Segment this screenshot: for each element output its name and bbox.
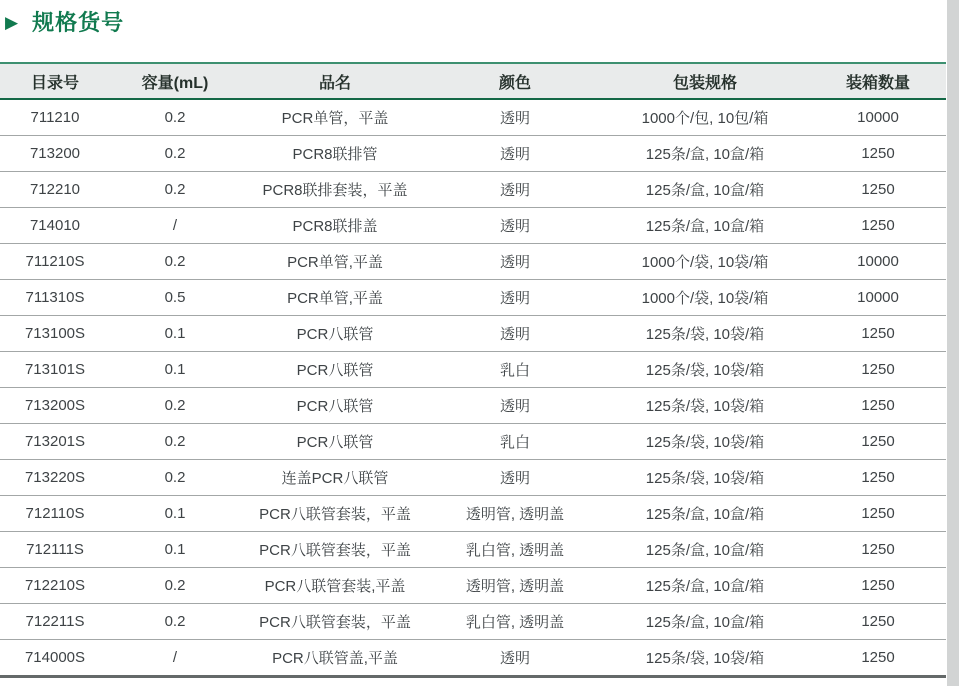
cell-catalog-number: 713200S bbox=[0, 388, 110, 424]
cell-catalog-number: 712210S bbox=[0, 568, 110, 604]
page-title: 规格货号 bbox=[32, 10, 125, 35]
cell-product-name: PCR八联管套装,平盖 bbox=[240, 568, 430, 604]
cell-packaging-spec: 125条/袋, 10袋/箱 bbox=[600, 316, 810, 352]
cell-capacity: / bbox=[110, 208, 240, 244]
cell-color: 乳白管, 透明盖 bbox=[430, 604, 600, 640]
cell-color: 透明 bbox=[430, 136, 600, 172]
cell-carton-quantity: 1250 bbox=[810, 136, 946, 172]
cell-packaging-spec: 125条/盒, 10盒/箱 bbox=[600, 208, 810, 244]
table-row bbox=[0, 388, 946, 424]
cell-product-name: PCR单管,平盖 bbox=[240, 244, 430, 280]
table-header-row bbox=[0, 63, 946, 99]
cell-product-name: PCR八联管盖,平盖 bbox=[240, 640, 430, 677]
cell-carton-quantity: 1250 bbox=[810, 532, 946, 568]
table-row bbox=[0, 352, 946, 388]
spec-table bbox=[0, 62, 946, 678]
cell-carton-quantity: 1250 bbox=[810, 208, 946, 244]
cell-capacity: 0.1 bbox=[110, 532, 240, 568]
cell-capacity: 0.2 bbox=[110, 424, 240, 460]
cell-color: 透明 bbox=[430, 244, 600, 280]
cell-catalog-number: 713200 bbox=[0, 136, 110, 172]
table-row bbox=[0, 136, 946, 172]
cell-catalog-number: 711210 bbox=[0, 99, 110, 136]
cell-color: 透明 bbox=[430, 208, 600, 244]
cell-color: 乳白管, 透明盖 bbox=[430, 532, 600, 568]
cell-packaging-spec: 125条/袋, 10袋/箱 bbox=[600, 460, 810, 496]
cell-capacity: 0.1 bbox=[110, 316, 240, 352]
table-row bbox=[0, 424, 946, 460]
cell-color: 透明 bbox=[430, 99, 600, 136]
table-row bbox=[0, 208, 946, 244]
cell-color: 透明 bbox=[430, 640, 600, 677]
cell-catalog-number: 714000S bbox=[0, 640, 110, 677]
cell-packaging-spec: 1000个/袋, 10袋/箱 bbox=[600, 280, 810, 316]
cell-carton-quantity: 1250 bbox=[810, 568, 946, 604]
cell-product-name: PCR8联排盖 bbox=[240, 208, 430, 244]
cell-capacity: / bbox=[110, 640, 240, 677]
table-row bbox=[0, 99, 946, 136]
cell-carton-quantity: 1250 bbox=[810, 604, 946, 640]
cell-packaging-spec: 125条/盒, 10盒/箱 bbox=[600, 496, 810, 532]
cell-capacity: 0.2 bbox=[110, 136, 240, 172]
cell-carton-quantity: 1250 bbox=[810, 352, 946, 388]
table-row bbox=[0, 280, 946, 316]
table-row bbox=[0, 532, 946, 568]
cell-catalog-number: 712211S bbox=[0, 604, 110, 640]
cell-product-name: PCR八联管 bbox=[240, 316, 430, 352]
cell-product-name: PCR八联管 bbox=[240, 424, 430, 460]
cell-product-name: PCR八联管套装，平盖 bbox=[240, 604, 430, 640]
cell-carton-quantity: 1250 bbox=[810, 496, 946, 532]
cell-capacity: 0.2 bbox=[110, 604, 240, 640]
cell-capacity: 0.5 bbox=[110, 280, 240, 316]
cell-packaging-spec: 125条/袋, 10袋/箱 bbox=[600, 640, 810, 677]
column-header-product-name: 品名 bbox=[240, 63, 430, 99]
cell-color: 透明管, 透明盖 bbox=[430, 568, 600, 604]
cell-carton-quantity: 1250 bbox=[810, 388, 946, 424]
column-header-catalog-number: 目录号 bbox=[0, 63, 110, 99]
column-header-capacity: 容量(mL) bbox=[110, 63, 240, 99]
cell-color: 透明 bbox=[430, 316, 600, 352]
table-body bbox=[0, 99, 946, 677]
cell-packaging-spec: 125条/盒, 10盒/箱 bbox=[600, 136, 810, 172]
table-row bbox=[0, 244, 946, 280]
cell-catalog-number: 713201S bbox=[0, 424, 110, 460]
cell-carton-quantity: 10000 bbox=[810, 280, 946, 316]
cell-packaging-spec: 125条/盒, 10盒/箱 bbox=[600, 532, 810, 568]
cell-carton-quantity: 1250 bbox=[810, 460, 946, 496]
cell-packaging-spec: 125条/盒, 10盒/箱 bbox=[600, 172, 810, 208]
cell-capacity: 0.1 bbox=[110, 496, 240, 532]
cell-color: 乳白 bbox=[430, 352, 600, 388]
table-row bbox=[0, 640, 946, 677]
triangle-bullet-icon: ▶ bbox=[5, 13, 19, 32]
cell-packaging-spec: 125条/袋, 10袋/箱 bbox=[600, 352, 810, 388]
cell-catalog-number: 711210S bbox=[0, 244, 110, 280]
cell-capacity: 0.2 bbox=[110, 244, 240, 280]
cell-color: 透明 bbox=[430, 172, 600, 208]
cell-product-name: 连盖PCR八联管 bbox=[240, 460, 430, 496]
cell-product-name: PCR8联排管 bbox=[240, 136, 430, 172]
cell-catalog-number: 713100S bbox=[0, 316, 110, 352]
cell-packaging-spec: 1000个/包, 10包/箱 bbox=[600, 99, 810, 136]
cell-packaging-spec: 125条/袋, 10袋/箱 bbox=[600, 388, 810, 424]
cell-catalog-number: 713220S bbox=[0, 460, 110, 496]
cell-color: 透明 bbox=[430, 460, 600, 496]
table-row bbox=[0, 316, 946, 352]
column-header-carton-quantity: 装箱数量 bbox=[810, 63, 946, 99]
cell-product-name: PCR八联管套装，平盖 bbox=[240, 532, 430, 568]
table-row bbox=[0, 604, 946, 640]
cell-capacity: 0.2 bbox=[110, 568, 240, 604]
cell-product-name: PCR八联管套装，平盖 bbox=[240, 496, 430, 532]
cell-catalog-number: 711310S bbox=[0, 280, 110, 316]
cell-capacity: 0.2 bbox=[110, 99, 240, 136]
cell-capacity: 0.2 bbox=[110, 172, 240, 208]
cell-color: 透明管, 透明盖 bbox=[430, 496, 600, 532]
table-row bbox=[0, 568, 946, 604]
table-row bbox=[0, 496, 946, 532]
cell-color: 透明 bbox=[430, 388, 600, 424]
cell-color: 乳白 bbox=[430, 424, 600, 460]
column-header-color: 颜色 bbox=[430, 63, 600, 99]
cell-product-name: PCR八联管 bbox=[240, 388, 430, 424]
cell-carton-quantity: 1250 bbox=[810, 640, 946, 677]
cell-carton-quantity: 1250 bbox=[810, 424, 946, 460]
section-title bbox=[5, 6, 124, 37]
cell-catalog-number: 713101S bbox=[0, 352, 110, 388]
cell-capacity: 0.2 bbox=[110, 388, 240, 424]
cell-product-name: PCR单管,平盖 bbox=[240, 280, 430, 316]
cell-packaging-spec: 125条/盒, 10盒/箱 bbox=[600, 604, 810, 640]
cell-carton-quantity: 10000 bbox=[810, 244, 946, 280]
cell-carton-quantity: 1250 bbox=[810, 316, 946, 352]
cell-capacity: 0.2 bbox=[110, 460, 240, 496]
cell-product-name: PCR八联管 bbox=[240, 352, 430, 388]
table-row bbox=[0, 172, 946, 208]
cell-product-name: PCR单管，平盖 bbox=[240, 99, 430, 136]
cell-color: 透明 bbox=[430, 280, 600, 316]
cell-catalog-number: 712110S bbox=[0, 496, 110, 532]
cell-carton-quantity: 10000 bbox=[810, 99, 946, 136]
cell-product-name: PCR8联排套装，平盖 bbox=[240, 172, 430, 208]
cell-capacity: 0.1 bbox=[110, 352, 240, 388]
cell-catalog-number: 712210 bbox=[0, 172, 110, 208]
cell-catalog-number: 714010 bbox=[0, 208, 110, 244]
cell-packaging-spec: 125条/袋, 10袋/箱 bbox=[600, 424, 810, 460]
column-header-packaging-spec: 包装规格 bbox=[600, 63, 810, 99]
cell-packaging-spec: 125条/盒, 10盒/箱 bbox=[600, 568, 810, 604]
table-row bbox=[0, 460, 946, 496]
cell-packaging-spec: 1000个/袋, 10袋/箱 bbox=[600, 244, 810, 280]
page-edge-strip bbox=[947, 0, 959, 686]
cell-carton-quantity: 1250 bbox=[810, 172, 946, 208]
cell-catalog-number: 712111S bbox=[0, 532, 110, 568]
